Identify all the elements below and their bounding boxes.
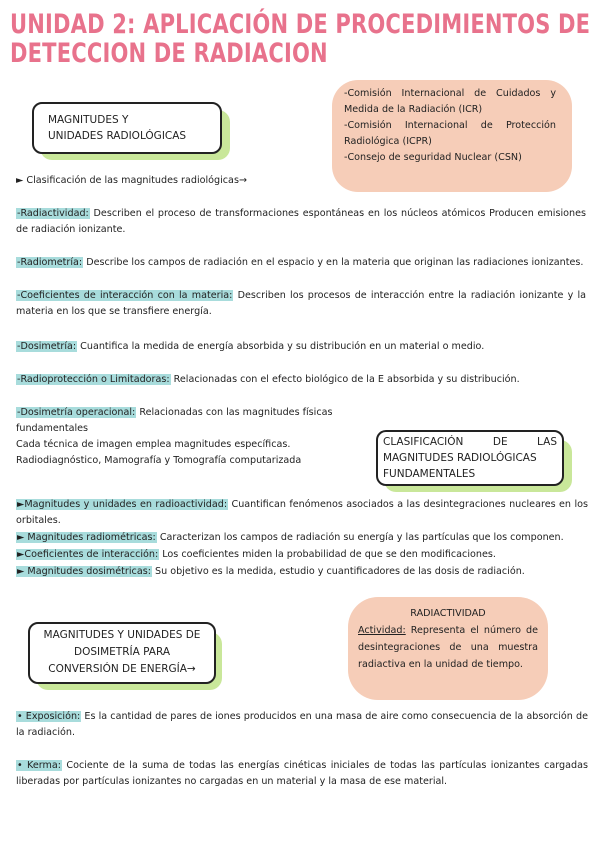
bullet-coeficientes: ►Coeficientes de interacción: Los coeficientes miden la probabilidad de que se den modificaciones. bbox=[17, 549, 496, 560]
term: -Dosimetría: bbox=[17, 341, 77, 352]
term: -Coeficientes de interacción con la materia: bbox=[17, 290, 233, 301]
def-radiometria: -Radiometría: Describe los campos de radiación en el espacio y en la materia que originan las radiaciones ionizantes. bbox=[17, 257, 584, 268]
clasificacion-box bbox=[376, 430, 564, 486]
title-line-1: UNIDAD 2: APLICACIÓN DE PROCEDIMIENTOS DE bbox=[10, 9, 591, 40]
organisations-list bbox=[344, 86, 556, 166]
term: -Dosimetría operacional: bbox=[17, 407, 136, 418]
radiactividad-note: RADIACTIVIDAD Actividad: Representa el número de desintegraciones de una muestra radiactiva en la unidad de tiempo. bbox=[358, 605, 538, 673]
def-dosimetria-operacional: -Dosimetría operacional: Relacionadas con las magnitudes físicas fundamentales Cada técnica de imagen emplea magnitudes específicas. Radiodiagnóstico, Mamografía y Tomografía computarizada bbox=[16, 407, 333, 466]
term: • Exposición: bbox=[17, 711, 81, 722]
def-radiactividad: -Radiactividad: Describen el proceso de transformaciones espontáneas en los núcleos atómicos Producen emisiones de radiación ionizante. bbox=[16, 208, 586, 235]
page-title bbox=[10, 9, 591, 69]
term: ► Magnitudes radiométricas: bbox=[17, 532, 156, 543]
box3-line-1: MAGNITUDES Y UNIDADES DE bbox=[43, 629, 201, 641]
term: ►Coeficientes de interacción: bbox=[17, 549, 159, 560]
bullet-radiometricas: ► Magnitudes radiométricas: Caracterizan los campos de radiación su energía y las partículas que los componen. bbox=[17, 532, 564, 543]
box1-line-2: UNIDADES RADIOLÓGICAS bbox=[48, 130, 187, 142]
box1-line-1: MAGNITUDES Y bbox=[48, 114, 129, 126]
org-item: -Comisión Internacional de Protección Radiológica (ICPR) bbox=[344, 120, 556, 147]
def-coeficientes: -Coeficientes de interacción con la materia: Describen los procesos de interacción entre la radiación ionizante y la materia en los que se transfiere energía. bbox=[16, 290, 586, 317]
box2-line-2: MAGNITUDES RADIOLÓGICAS bbox=[383, 452, 537, 464]
classification-intro: ► Clasificación de las magnitudes radiológicas→ bbox=[16, 175, 247, 186]
box2-line-1: CLASIFICACIÓN DE LAS bbox=[383, 436, 557, 448]
org-item: -Comisión Internacional de Cuidados y Medida de la Radiación (ICR) bbox=[344, 88, 556, 115]
term: ►Magnitudes y unidades en radioactividad: bbox=[17, 499, 228, 510]
bullet-radioactividad: ►Magnitudes y unidades en radioactividad: Cuantifican fenómenos asociados a las desintegraciones nucleares en los orbitales. bbox=[16, 499, 588, 526]
term: -Radiometría: bbox=[17, 257, 83, 268]
def-radioproteccion: -Radioprotección o Limitadoras: Relacionadas con el efecto biológico de la E absorbida y su distribución. bbox=[17, 374, 520, 385]
term: • Kerma: bbox=[17, 760, 61, 771]
conversion-energia-box bbox=[28, 622, 216, 684]
term: Actividad: bbox=[358, 625, 406, 636]
term: -Radioprotección o Limitadoras: bbox=[17, 374, 170, 385]
box3-line-2: DOSIMETRÍA PARA bbox=[73, 646, 171, 658]
def-dosimetria: -Dosimetría: Cuantifica la medida de energía absorbida y su distribución en un material o medio. bbox=[17, 341, 485, 352]
term: ► Magnitudes dosimétricas: bbox=[17, 566, 151, 577]
def-exposicion: • Exposición: Es la cantidad de pares de iones producidos en una masa de aire como consecuencia de la absorción de la radiación. bbox=[16, 711, 588, 738]
box3-line-3: CONVERSIÓN DE ENERGÍA→ bbox=[48, 663, 196, 675]
magnitudes-unidades-box bbox=[32, 102, 222, 154]
org-item: -Consejo de seguridad Nuclear (CSN) bbox=[344, 152, 522, 163]
title-line-2: DETECCION DE RADIACION bbox=[10, 38, 328, 69]
bullet-dosimetricas: ► Magnitudes dosimétricas: Su objetivo es la medida, estudio y cuantificadores de las dosis de radiación. bbox=[17, 566, 525, 577]
term: -Radiactividad: bbox=[17, 208, 89, 219]
def-kerma: • Kerma: Cociente de la suma de todas las energías cinéticas iniciales de todas las partículas ionizantes cargadas liberadas por partículas ionizantes no cargadas en un material y la masa de ese material. bbox=[16, 760, 588, 787]
box2-line-3: FUNDAMENTALES bbox=[383, 468, 476, 480]
radiactividad-heading: RADIACTIVIDAD bbox=[410, 608, 486, 619]
